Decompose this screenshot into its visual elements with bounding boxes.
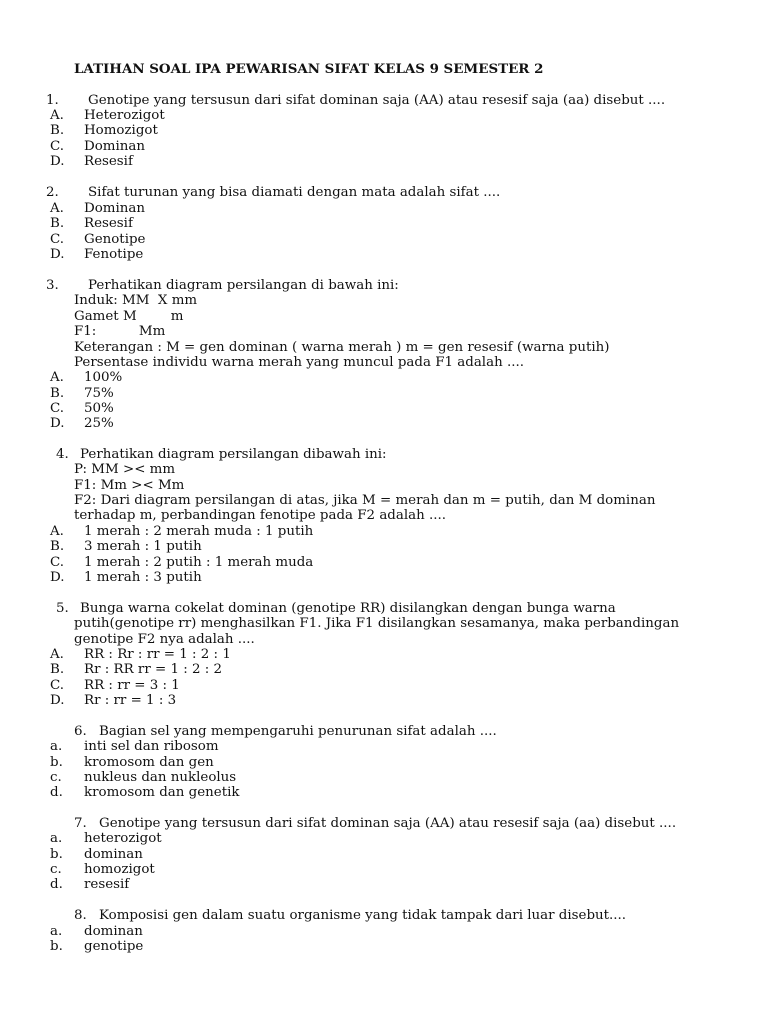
option-letter: a. [50,739,63,754]
option-text: Homozigot [84,123,158,138]
option-text: 3 merah : 1 putih [84,539,202,554]
question-text: Bunga warna cokelat dominan (genotipe RR) disilangkan dengan bunga warna [80,601,616,616]
question-text: Genotipe yang tersusun dari sifat dominan saja (AA) atau resesif saja (aa) disebut .... [88,93,666,108]
option-letter: A. [50,370,64,385]
option-letter: d. [50,877,63,892]
option-text: 100% [84,370,123,385]
question-text: Perhatikan diagram persilangan di bawah ini: [88,278,399,293]
option-letter: A. [50,647,64,662]
option-text: 1 merah : 2 merah muda : 1 putih [84,524,314,539]
option-letter: D. [50,693,65,708]
option-text: nukleus dan nukleolus [84,770,237,785]
option-letter: D. [50,570,65,585]
option-letter: b. [50,755,63,770]
page-title: LATIHAN SOAL IPA PEWARISAN SIFAT KELAS 9 SEMESTER 2 [74,61,544,77]
diagram-line: Keterangan : M = gen dominan ( warna merah ) m = gen resesif (warna putih) [74,340,610,355]
option-text: 1 merah : 2 putih : 1 merah muda [84,555,314,570]
option-letter: C. [50,555,65,570]
diagram-line: P: MM >< mm [74,462,176,477]
option-text: 75% [84,386,114,401]
option-text: Dominan [84,201,146,216]
diagram-line: Gamet M m [74,309,184,324]
option-text: inti sel dan ribosom [84,739,219,754]
diagram-line: F2: Dari diagram persilangan di atas, jika M = merah dan m = putih, dan M dominan [74,493,656,508]
option-text: dominan [84,847,143,862]
question-text: Bagian sel yang mempengaruhi penurunan sifat adalah .... [99,724,497,739]
option-letter: C. [50,678,65,693]
option-text: Fenotipe [84,247,144,262]
question-number: 4. [56,447,69,462]
option-text: Dominan [84,139,146,154]
option-text: RR : rr = 3 : 1 [84,678,180,693]
option-text: Rr : rr = 1 : 3 [84,693,177,708]
option-letter: a. [50,924,63,939]
option-letter: a. [50,831,63,846]
option-letter: B. [50,539,65,554]
question-number: 6. [74,724,87,739]
question-number: 1. [46,93,59,108]
question-text-line: putih(genotipe rr) menghasilkan F1. Jika F1 disilangkan sesamanya, maka perbandingan [74,616,680,631]
option-letter: B. [50,662,65,677]
question-text: Komposisi gen dalam suatu organisme yang tidak tampak dari luar disebut.... [99,908,627,923]
question-number: 2. [46,185,59,200]
diagram-line: Induk: MM X mm [74,293,198,308]
question-text-line: genotipe F2 nya adalah .... [74,632,255,647]
question-number: 8. [74,908,87,923]
option-letter: d. [50,785,63,800]
question-number: 3. [46,278,59,293]
question-number: 7. [74,816,87,831]
option-text: RR : Rr : rr = 1 : 2 : 1 [84,647,231,662]
option-letter: A. [50,108,64,123]
question-text: Perhatikan diagram persilangan dibawah ini: [80,447,387,462]
option-letter: D. [50,154,65,169]
diagram-line: F1: Mm [74,324,166,339]
diagram-line: F1: Mm >< Mm [74,478,185,493]
diagram-line: terhadap m, perbandingan fenotipe pada F2 adalah .... [74,508,447,523]
option-text: dominan [84,924,143,939]
option-letter: c. [50,770,62,785]
question-number: 5. [56,601,69,616]
option-letter: A. [50,524,64,539]
option-letter: C. [50,401,65,416]
option-text: Resesif [84,216,133,231]
option-letter: A. [50,201,64,216]
option-letter: B. [50,123,65,138]
option-letter: c. [50,862,62,877]
option-text: 50% [84,401,114,416]
option-text: kromosom dan gen [84,755,214,770]
option-text: heterozigot [84,831,162,846]
option-letter: b. [50,847,63,862]
option-text: 25% [84,416,114,431]
option-text: 1 merah : 3 putih [84,570,202,585]
option-text: Rr : RR rr = 1 : 2 : 2 [84,662,223,677]
option-text: Resesif [84,154,133,169]
option-letter: C. [50,232,65,247]
option-letter: B. [50,386,65,401]
option-text: genotipe [84,939,144,954]
option-letter: B. [50,216,65,231]
option-letter: D. [50,416,65,431]
option-text: homozigot [84,862,155,877]
question-text: Sifat turunan yang bisa diamati dengan mata adalah sifat .... [88,185,501,200]
question-prompt: Persentase individu warna merah yang muncul pada F1 adalah .... [74,355,524,370]
option-text: Heterozigot [84,108,165,123]
option-text: Genotipe [84,232,146,247]
question-text: Genotipe yang tersusun dari sifat dominan saja (AA) atau resesif saja (aa) disebut .... [99,816,677,831]
option-text: resesif [84,877,130,892]
option-letter: C. [50,139,65,154]
option-letter: D. [50,247,65,262]
option-letter: b. [50,939,63,954]
option-text: kromosom dan genetik [84,785,240,800]
